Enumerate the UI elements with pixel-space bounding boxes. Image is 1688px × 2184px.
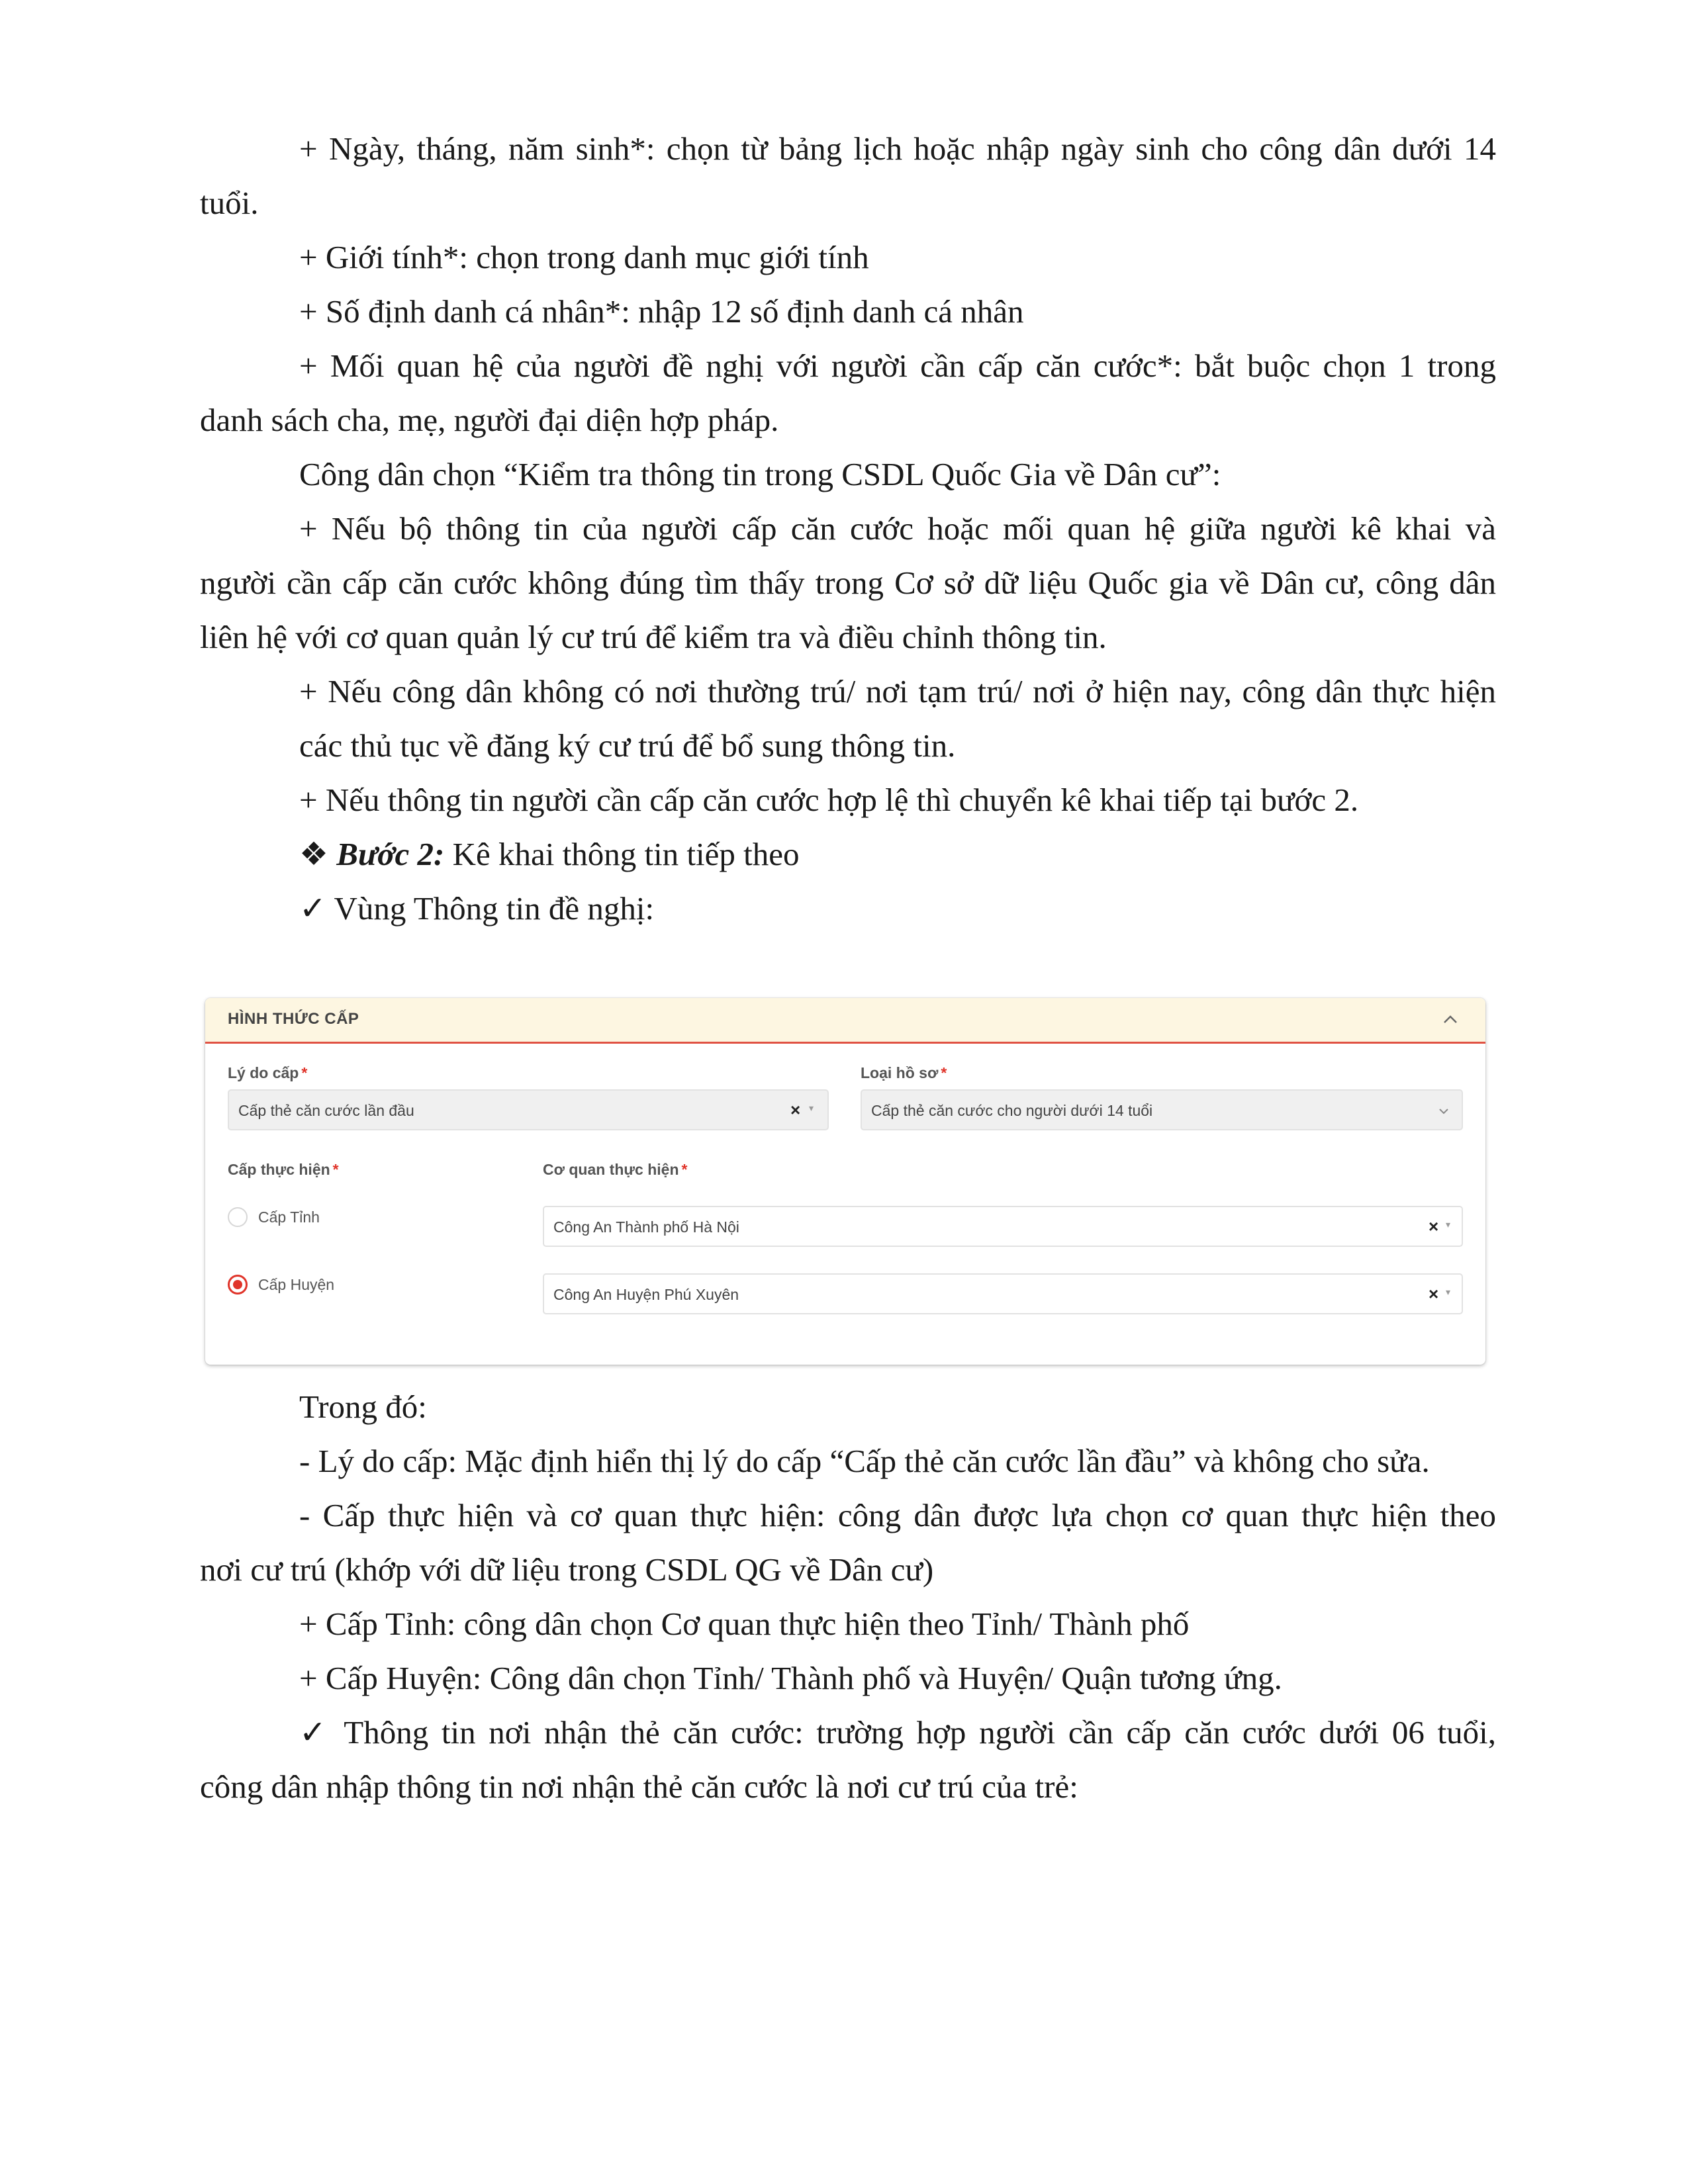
paragraph-reason: - Lý do cấp: Mặc định hiển thị lý do cấp “Cấp thẻ căn cước lần đầu” và không cho sửa.	[299, 1443, 1430, 1479]
radio-label-province: Cấp Tỉnh	[258, 1208, 320, 1226]
paragraph-check-db: Công dân chọn “Kiểm tra thông tin trong CSDL Quốc Gia về Dân cư”:	[299, 456, 1221, 492]
caret-down-icon[interactable]: ▾	[809, 1103, 814, 1113]
clear-icon[interactable]: ×	[1429, 1284, 1439, 1304]
paragraph-dob: + Ngày, tháng, năm sinh*: chọn từ bảng lịch hoặc nhập ngày sinh cho công dân dưới 14	[299, 130, 1496, 167]
region-label: Vùng Thông tin đề nghị:	[334, 890, 655, 927]
step2-label: Bước 2:	[336, 836, 445, 872]
paragraph-district-level: + Cấp Huyện: Công dân chọn Tỉnh/ Thành phố và Huyện/ Quận tương ứng.	[299, 1660, 1282, 1696]
step2-heading	[299, 835, 1496, 874]
agency-district-select[interactable]	[543, 1273, 1463, 1314]
step2-text: Kê khai thông tin tiếp theo	[444, 836, 800, 872]
clear-icon[interactable]: ×	[790, 1100, 801, 1120]
paragraph-no-residence: + Nếu công dân không có nơi thường trú/ nơi tạm trú/ nơi ở hiện nay, công dân thực hiện	[299, 673, 1496, 709]
agency-province-value: Công An Thành phố Hà Nội	[553, 1218, 739, 1236]
reason-value: Cấp thẻ căn cước lần đầu	[238, 1102, 414, 1119]
paragraph-card-receipt-cont: công dân nhập thông tin nơi nhận thẻ căn cước là nơi cư trú của trẻ:	[200, 1768, 1078, 1805]
paragraph-agency-cont: nơi cư trú (khớp với dữ liệu trong CSDL QG về Dân cư)	[200, 1551, 934, 1588]
record-type-select[interactable]	[861, 1089, 1463, 1130]
record-type-label: Loại hồ sơ *	[861, 1064, 947, 1081]
caret-down-icon[interactable]: ▾	[1446, 1219, 1451, 1230]
paragraph-card-receipt: ✓ Thông tin nơi nhận thẻ căn cước: trường hợp người cần cấp căn cước dưới 06 tuổi,	[299, 1714, 1496, 1751]
paragraph-relationship-cont: danh sách cha, mẹ, người đại diện hợp pháp.	[200, 402, 779, 438]
panel-header[interactable]	[205, 998, 1485, 1044]
reason-select[interactable]	[228, 1089, 829, 1130]
agency-district-value: Công An Huyện Phú Xuyên	[553, 1286, 739, 1303]
reason-label: Lý do cấp *	[228, 1064, 308, 1081]
agency-label: Cơ quan thực hiện *	[543, 1161, 688, 1178]
diamond-bullet-icon: ❖	[299, 836, 328, 872]
paragraph-id-number: + Số định danh cá nhân*: nhập 12 số định danh cá nhân	[299, 293, 1024, 330]
radio-label-district: Cấp Huyện	[258, 1276, 335, 1293]
paragraph-gender: + Giới tính*: chọn trong danh mục giới tính	[299, 239, 869, 275]
panel-title: HÌNH THỨC CẤP	[228, 1010, 359, 1028]
paragraph-province-level: + Cấp Tỉnh: công dân chọn Cơ quan thực hiện theo Tỉnh/ Thành phố	[299, 1606, 1190, 1642]
region-heading	[299, 889, 1496, 929]
chevron-down-icon[interactable]	[1436, 1104, 1451, 1118]
radio-level-district[interactable]	[228, 1275, 248, 1295]
check-mark-icon: ✓	[299, 890, 327, 927]
paragraph-valid: + Nếu thông tin người cần cấp căn cước hợp lệ thì chuyển kê khai tiếp tại bước 2.	[299, 782, 1359, 818]
paragraph-not-found-end: liên hệ với cơ quan quản lý cư trú để kiểm tra và điều chỉnh thông tin.	[200, 619, 1107, 655]
paragraph-not-found-cont: người cần cấp căn cước không đúng tìm thấy trong Cơ sở dữ liệu Quốc gia về Dân cư, công dân	[200, 565, 1496, 601]
paragraph-not-found: + Nếu bộ thông tin của người cấp căn cước hoặc mối quan hệ giữa người kê khai và	[299, 510, 1496, 547]
radio-level-province[interactable]	[228, 1207, 248, 1227]
paragraph-agency: - Cấp thực hiện và cơ quan thực hiện: công dân được lựa chọn cơ quan thực hiện theo	[299, 1497, 1496, 1533]
level-label: Cấp thực hiện *	[228, 1161, 339, 1178]
issuance-form-panel	[205, 998, 1485, 1365]
paragraph-relationship: + Mối quan hệ của người đề nghị với người cần cấp căn cước*: bắt buộc chọn 1 trong	[299, 347, 1496, 384]
paragraph-dob-cont: tuổi.	[200, 185, 259, 221]
clear-icon[interactable]: ×	[1429, 1216, 1439, 1236]
chevron-up-icon[interactable]	[1439, 1009, 1462, 1031]
record-type-value: Cấp thẻ căn cước cho người dưới 14 tuổi	[871, 1102, 1153, 1119]
paragraph-no-residence-cont: các thủ tục về đăng ký cư trú để bổ sung thông tin.	[299, 727, 956, 764]
caret-down-icon[interactable]: ▾	[1446, 1287, 1451, 1297]
paragraph-where: Trong đó:	[299, 1388, 427, 1425]
agency-province-select[interactable]	[543, 1206, 1463, 1247]
